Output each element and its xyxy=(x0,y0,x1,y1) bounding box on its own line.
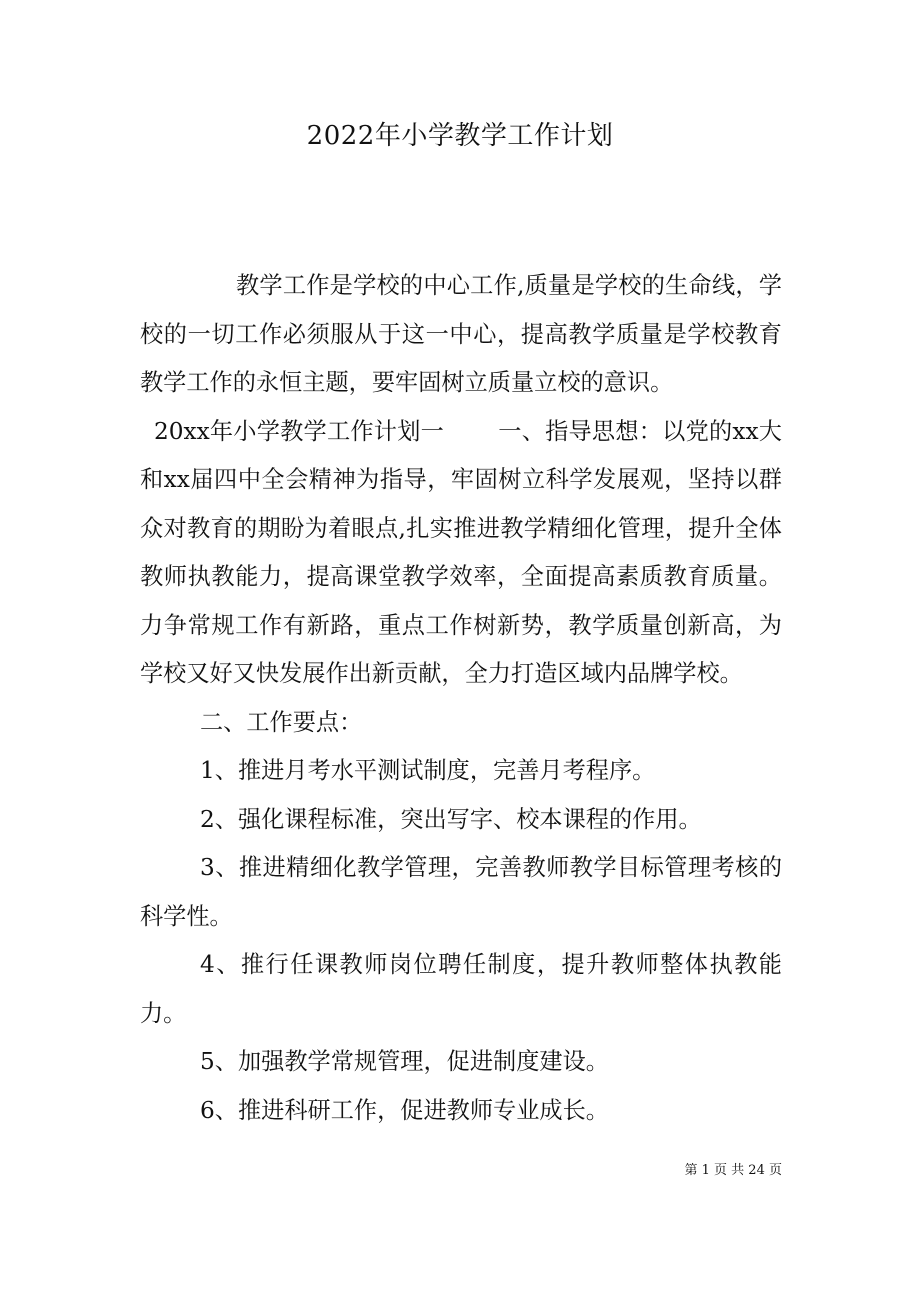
intro-paragraph: 教学工作是学校的中心工作,质量是学校的生命线，学校的一切工作必须服从于这一中心，提高教学质量是学校教育教学工作的永恒主题，要牢固树立质量立校的意识。 xyxy=(140,272,782,396)
work-point-2: 2、强化课程标准，突出写字、校本课程的作用。 xyxy=(200,805,702,833)
footer-page-number: 1 xyxy=(701,1163,710,1178)
work-points-heading: 二、工作要点： xyxy=(200,708,363,736)
document-title: 2022年小学教学工作计划 xyxy=(306,121,614,151)
work-point-1: 1、推进月考水平测试制度，完善月考程序。 xyxy=(200,757,656,784)
work-point-6: 6、推进科研工作，促进教师专业成长。 xyxy=(200,1096,609,1124)
footer-page-suffix: 页 xyxy=(768,1163,782,1178)
footer-page-mid: 页 共 xyxy=(714,1163,745,1178)
work-point-3: 3、推进精细化教学管理，完善教师教学目标管理考核的科学性。 xyxy=(140,854,782,930)
work-point-4: 4、推行任课教师岗位聘任制度，提升教师整体执教能力。 xyxy=(140,951,782,1027)
footer-page-total: 24 xyxy=(748,1163,765,1178)
plan-heading-paragraph xyxy=(140,408,782,699)
plan-subtitle: 20xx年小学教学工作计划一 xyxy=(154,417,445,445)
document-body xyxy=(140,262,782,1135)
guiding-ideology-text: 一、指导思想：以党的xx大和xx届四中全会精神为指导，牢固树立科学发展观，坚持以群众对教育的期盼为着眼点,扎实推进教学精细化管理，提升全体教师执教能力，提高课堂教学效率，全面提高素质教育质量。力争常规工作有新路，重点工作树新势，教学质量创新高，为学校又好又快发展作出新贡献，全力打造区域内品牌学校。 xyxy=(140,417,782,687)
work-point-5: 5、加强教学常规管理，促进制度建设。 xyxy=(200,1048,609,1075)
page-footer xyxy=(600,1162,782,1180)
footer-page-prefix: 第 xyxy=(684,1163,698,1178)
